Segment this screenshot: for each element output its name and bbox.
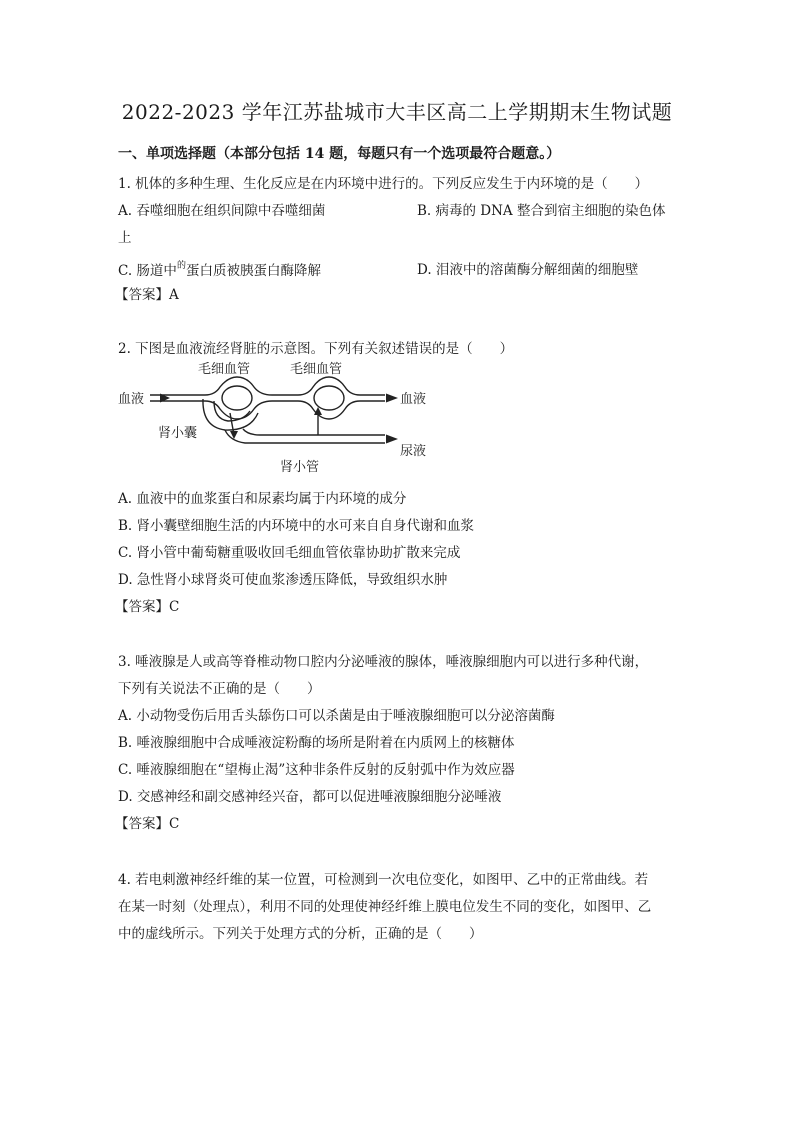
q1-option-c-pre: C. 肠道中 — [118, 263, 177, 279]
kidney-blood-flow-diagram — [110, 355, 440, 480]
q1-option-c — [118, 258, 321, 279]
blood-in-label: 血液 — [118, 392, 145, 407]
renal-capsule-label: 肾小囊 — [158, 426, 198, 441]
section-heading: 一、单项选择题（本部分包括 14 题，每题只有一个选项最符合题意。） — [118, 146, 561, 162]
q3-stem-line1: 3. 唾液腺是人或高等脊椎动物口腔内分泌唾液的腺体，唾液腺细胞内可以进行多种代谢， — [118, 654, 649, 670]
q1-option-d: D. 泪液中的溶菌酶分解细菌的细胞壁 — [417, 262, 639, 278]
q2-option-d: D. 急性肾小球肾炎可使血浆渗透压降低，导致组织水肿 — [118, 572, 448, 588]
q2-answer: 【答案】C — [115, 599, 180, 615]
capillary-label-1: 毛细血管 — [198, 362, 251, 377]
blood-out-label: 血液 — [400, 392, 427, 407]
q1-answer: 【答案】A — [115, 287, 179, 303]
q1-option-c-post: 蛋白质被胰蛋白酶降解 — [185, 263, 321, 279]
q2-stem: 2. 下图是血液流经肾脏的示意图。下列有关叙述错误的是（ ） — [118, 341, 514, 357]
q1-stem: 1. 机体的多种生理、生化反应是在内环境中进行的。下列反应发生于内环境的是（ ） — [118, 176, 649, 192]
q3-stem-line2: 下列有关说法不正确的是（ ） — [118, 681, 321, 697]
q3-option-d: D. 交感神经和副交感神经兴奋，都可以促进唾液腺细胞分泌唾液 — [118, 789, 502, 805]
q4-stem-line3: 中的虚线所示。下列关于处理方式的分析，正确的是（ ） — [118, 926, 483, 942]
q3-option-c: C. 唾液腺细胞在“望梅止渴”这种非条件反射的反射弧中作为效应器 — [118, 762, 515, 778]
renal-tubule-label: 肾小管 — [280, 460, 320, 475]
q4-stem-line1: 4. 若电刺激神经纤维的某一位置，可检测到一次电位变化，如图甲、乙中的正常曲线。若 — [118, 872, 649, 888]
q1-option-a: A. 吞噬细胞在组织间隙中吞噬细菌 — [118, 203, 326, 219]
q2-option-a: A. 血液中的血浆蛋白和尿素均属于内环境的成分 — [118, 491, 407, 507]
q1-option-c-sup: 的 — [176, 261, 186, 271]
urine-label: 尿液 — [400, 444, 427, 459]
q1-option-b-continued: 上 — [118, 230, 132, 246]
q3-option-b: B. 唾液腺细胞中合成唾液淀粉酶的场所是附着在内质网上的核糖体 — [118, 735, 515, 751]
q3-option-a: A. 小动物受伤后用舌头舔伤口可以杀菌是由于唾液腺细胞可以分泌溶菌酶 — [118, 708, 555, 724]
q2-option-b: B. 肾小囊壁细胞生活的内环境中的水可来自自身代谢和血浆 — [118, 518, 475, 534]
q3-answer: 【答案】C — [115, 816, 180, 832]
q2-option-c: C. 肾小管中葡萄糖重吸收回毛细血管依靠协助扩散来完成 — [118, 545, 461, 561]
page-title: 2022-2023 学年江苏盐城市大丰区高二上学期期末生物试题 — [121, 100, 673, 124]
capillary-label-2: 毛细血管 — [290, 362, 343, 377]
q1-option-b: B. 病毒的 DNA 整合到宿主细胞的染色体 — [417, 203, 666, 219]
q4-stem-line2: 在某一时刻（处理点），利用不同的处理使神经纤维上膜电位发生不同的变化，如图甲、乙 — [118, 899, 652, 915]
